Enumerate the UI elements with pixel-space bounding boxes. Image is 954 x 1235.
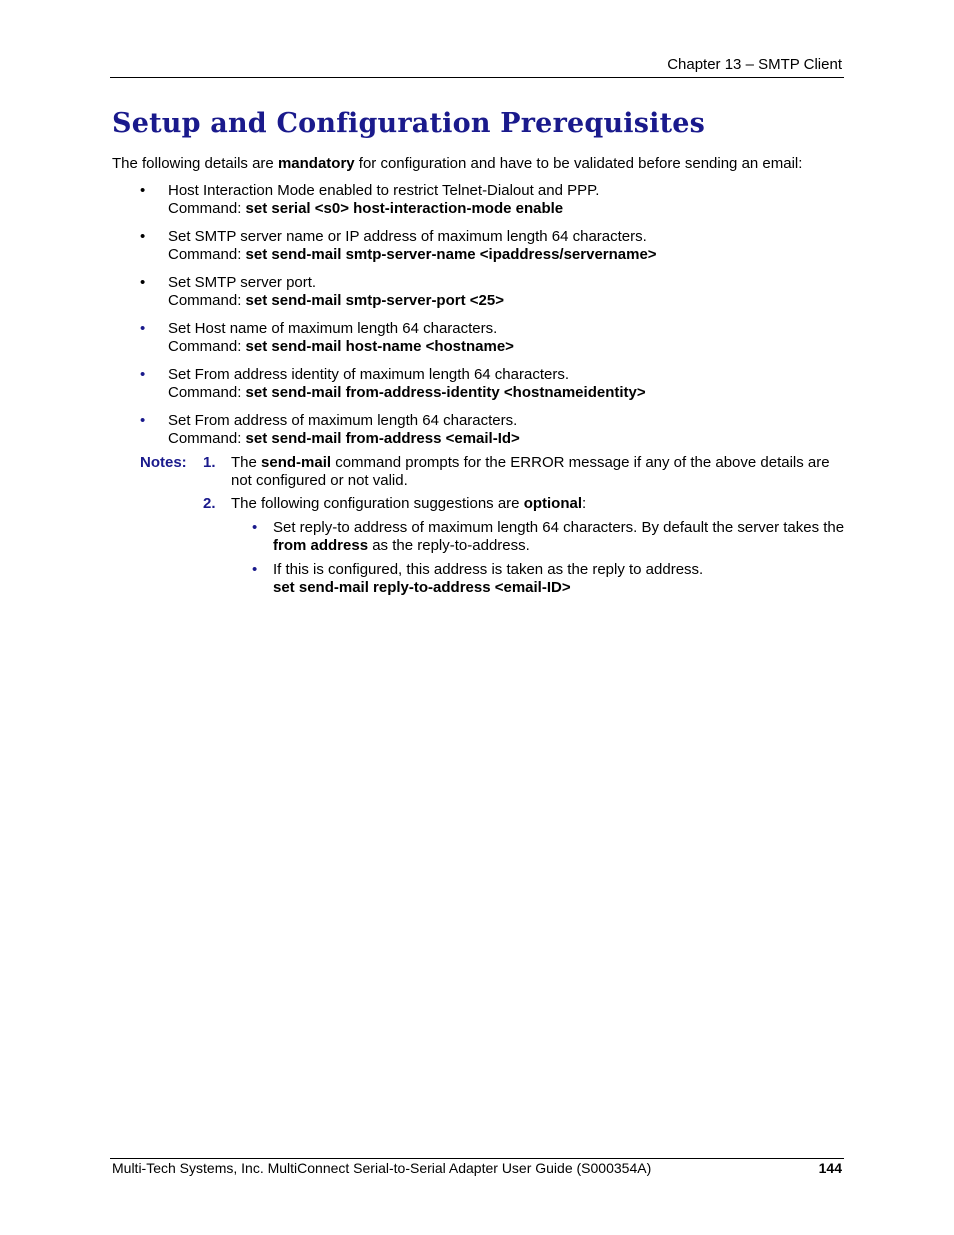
command-text: set send-mail from-address-identity <hostnameidentity>	[245, 384, 646, 401]
item-text: Set From address of maximum length 64 characters.	[168, 412, 518, 429]
command-prefix: Command:	[168, 384, 246, 401]
command-prefix: Command:	[168, 430, 246, 447]
list-item	[252, 561, 847, 597]
intro-text-end: for configuration and have to be validated before sending an email:	[354, 155, 803, 172]
command-text: set send-mail host-name <hostname>	[245, 338, 514, 355]
item-text-end: as the reply-to-address.	[368, 537, 530, 554]
item-text: Set reply-to address of maximum length 64 characters. By default the server takes the	[273, 519, 845, 536]
list-item	[140, 228, 840, 264]
bullet-icon: •	[140, 320, 146, 337]
note-text	[231, 495, 843, 513]
list-item	[140, 366, 840, 402]
note-text-start: The	[231, 454, 262, 471]
command-text: set send-mail from-address <email-Id>	[245, 430, 520, 447]
note-number: 2.	[203, 495, 216, 512]
intro-paragraph	[112, 155, 802, 172]
note-number: 1.	[203, 454, 216, 471]
bullet-icon: •	[252, 561, 258, 578]
footer-text: Multi-Tech Systems, Inc. MultiConnect Serial-to-Serial Adapter User Guide (S000354A)	[112, 1160, 652, 1176]
note-text-start: The following configuration suggestions are	[231, 495, 524, 512]
command-prefix: Command:	[168, 246, 246, 263]
command-text: set send-mail smtp-server-name <ipaddress/servername>	[245, 246, 657, 263]
notes-label: Notes:	[140, 454, 187, 471]
bullet-icon: •	[140, 274, 146, 291]
note-bold: optional	[523, 495, 583, 512]
bullet-icon: •	[140, 182, 146, 199]
command-prefix: Command:	[168, 338, 246, 355]
list-item	[140, 412, 840, 448]
item-bold: from address	[273, 537, 369, 554]
bullet-icon: •	[140, 228, 146, 245]
list-item	[140, 320, 840, 356]
intro-text: The following details are	[112, 155, 278, 172]
item-text: Set From address identity of maximum length 64 characters.	[168, 366, 570, 383]
item-text: Set SMTP server port.	[168, 274, 317, 291]
bullet-icon: •	[140, 366, 146, 383]
note-bold: send-mail	[261, 454, 332, 471]
list-item	[140, 274, 840, 310]
intro-bold: mandatory	[277, 155, 355, 172]
bullet-icon: •	[252, 519, 258, 536]
header-divider	[110, 77, 844, 78]
item-text: Set SMTP server name or IP address of maximum length 64 characters.	[168, 228, 647, 245]
note-text	[231, 454, 843, 490]
list-item	[140, 182, 840, 218]
chapter-header: Chapter 13 – SMTP Client	[667, 56, 842, 73]
command-prefix: Command:	[168, 292, 246, 309]
note-text-end: command prompts for the ERROR message if any of the above details are not configured or not valid.	[231, 454, 830, 489]
command-text: set serial <s0> host-interaction-mode enable	[245, 200, 564, 217]
page-title: Setup and Configuration Prerequisites	[112, 108, 706, 139]
prerequisite-list	[140, 182, 840, 458]
page-number: 144	[818, 1160, 842, 1176]
item-text: Host Interaction Mode enabled to restrict Telnet-Dialout and PPP.	[168, 182, 600, 199]
command-prefix: Command:	[168, 200, 246, 217]
item-text: If this is configured, this address is taken as the reply to address.	[273, 561, 704, 578]
footer-divider	[110, 1158, 844, 1159]
command-text: set send-mail reply-to-address <email-ID>	[273, 579, 571, 596]
command-text: set send-mail smtp-server-port <25>	[245, 292, 504, 309]
note-text-end: :	[582, 495, 587, 512]
item-text: Set Host name of maximum length 64 characters.	[168, 320, 498, 337]
optional-list	[252, 519, 847, 603]
list-item	[252, 519, 847, 555]
bullet-icon: •	[140, 412, 146, 429]
